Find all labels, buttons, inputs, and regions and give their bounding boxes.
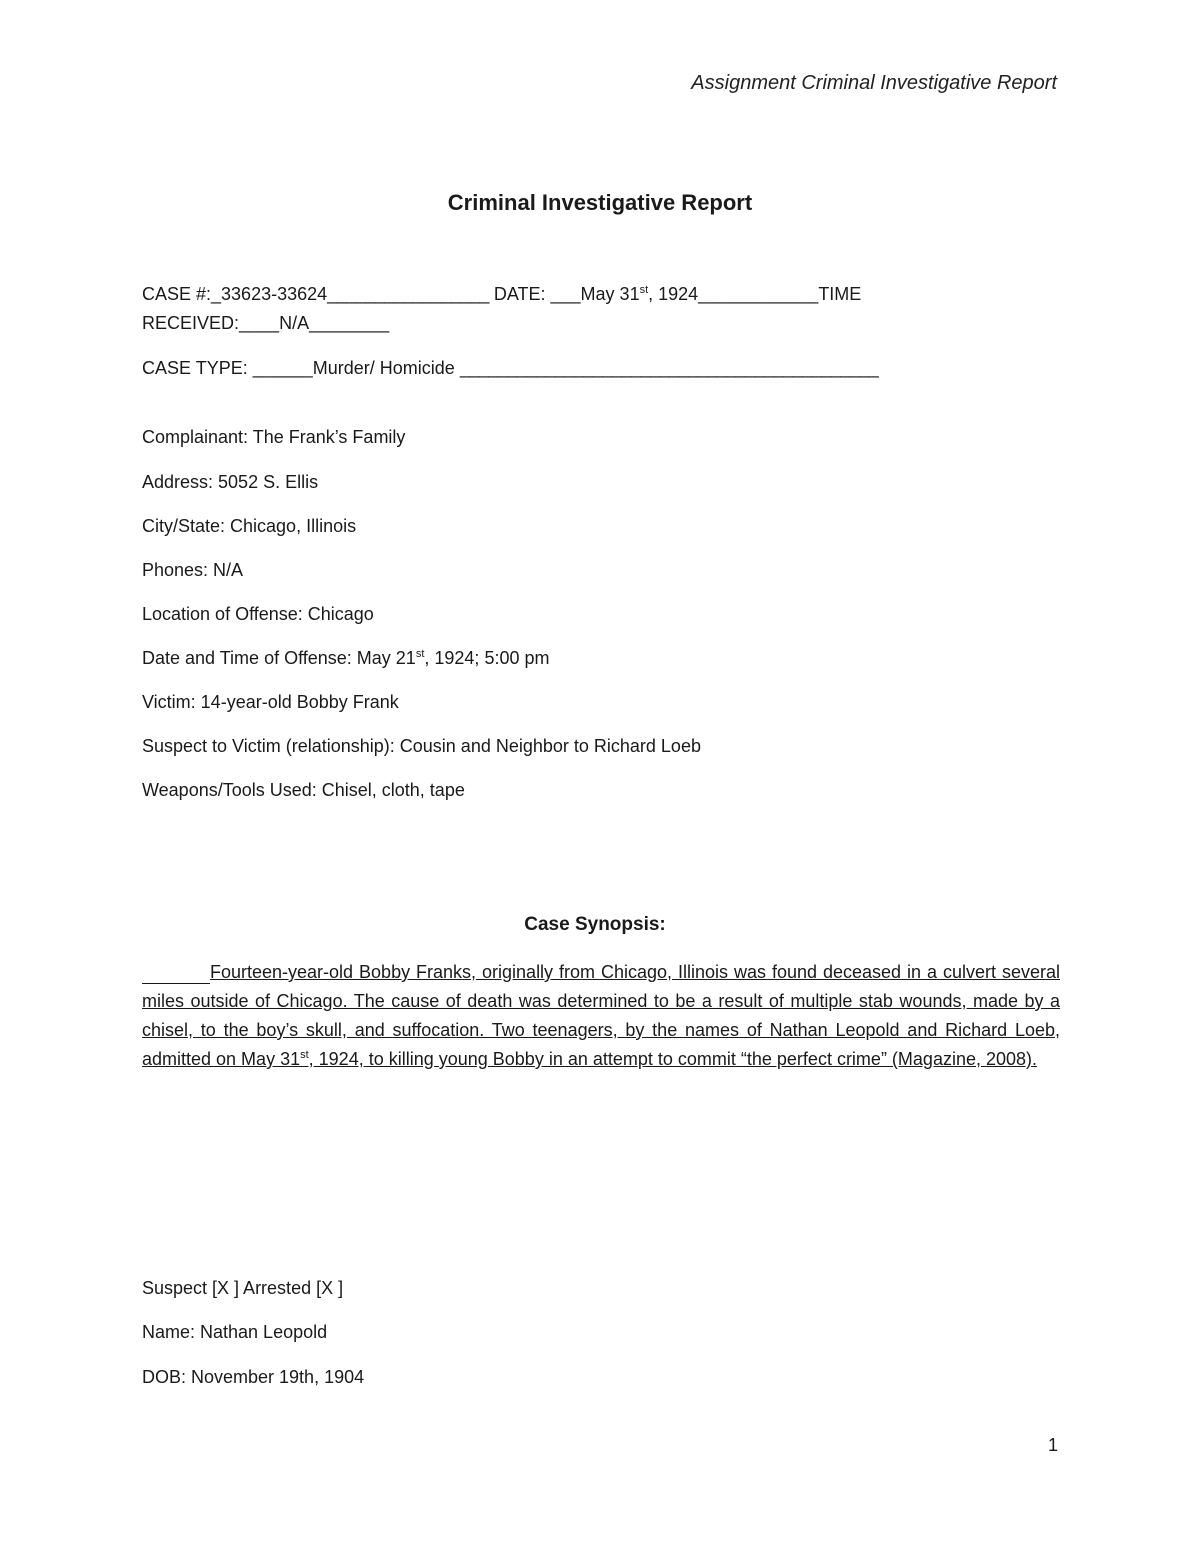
address-field: Address: 5052 S. Ellis: [142, 472, 319, 492]
running-header: Assignment Criminal Investigative Report: [691, 72, 1057, 94]
suspect-name: Name: Nathan Leopold: [142, 1322, 328, 1342]
synopsis-paragraph: [142, 958, 1060, 1074]
case-type-blank: ____________________________________________: [459, 358, 879, 378]
complainant-field: Complainant: The Frank’s Family: [142, 427, 406, 447]
suspect-status: Suspect [X ] Arrested [X ]: [142, 1278, 344, 1298]
case-line-1: [142, 284, 861, 305]
relationship-field: Suspect to Victim (relationship): Cousin and Neighbor to Richard Loeb: [142, 736, 701, 756]
case-line-2: RECEIVED:____N/A________: [142, 313, 390, 333]
case-date-suffix: st: [639, 284, 649, 296]
page-number: 1: [1047, 1435, 1058, 1455]
case-type-line: [142, 358, 878, 379]
offense-date-suffix: st: [415, 648, 425, 660]
synopsis-date-suffix: st: [300, 1049, 309, 1061]
case-date: DATE: ___May 31: [488, 284, 640, 304]
weapons-field: Weapons/Tools Used: Chisel, cloth, tape: [142, 780, 465, 800]
synopsis-text-2: , 1924, to killing young Bobby in an attempt to commit “the perfect crime” (Magazine, 2008).: [308, 1049, 1038, 1069]
phones-field: Phones: N/A: [142, 560, 244, 580]
offense-date: Date and Time of Offense: May 21: [142, 648, 416, 668]
synopsis-heading: Case Synopsis:: [524, 914, 666, 935]
case-number-blank: _________________: [327, 284, 489, 304]
offense-date-field: [142, 648, 549, 669]
synopsis-text-1: Fourteen-year-old Bobby Franks, originally from Chicago, Illinois was found deceased in a culvert several miles outside of Chicago. The cause of death was determined to be a result of multiple stab wounds, made by a chisel, to the boy’s skull, and suffocation. Two teenagers, by the names of Nathan Leopold and Richard Loeb, admitted on May 31: [142, 962, 1060, 1069]
offense-date-rest: , 1924; 5:00 pm: [424, 648, 550, 668]
location-field: Location of Offense: Chicago: [142, 604, 374, 624]
case-number: CASE #:_33623-33624: [142, 284, 328, 304]
case-date-rest: , 1924____________TIME: [648, 284, 862, 304]
synopsis-indent: [142, 965, 210, 984]
city-state-field: City/State: Chicago, Illinois: [142, 516, 357, 536]
suspect-dob: DOB: November 19th, 1904: [142, 1367, 365, 1387]
victim-field: Victim: 14-year-old Bobby Frank: [142, 692, 399, 712]
case-type: CASE TYPE: ______Murder/ Homicide: [142, 358, 460, 378]
document-title: Criminal Investigative Report: [447, 190, 753, 215]
